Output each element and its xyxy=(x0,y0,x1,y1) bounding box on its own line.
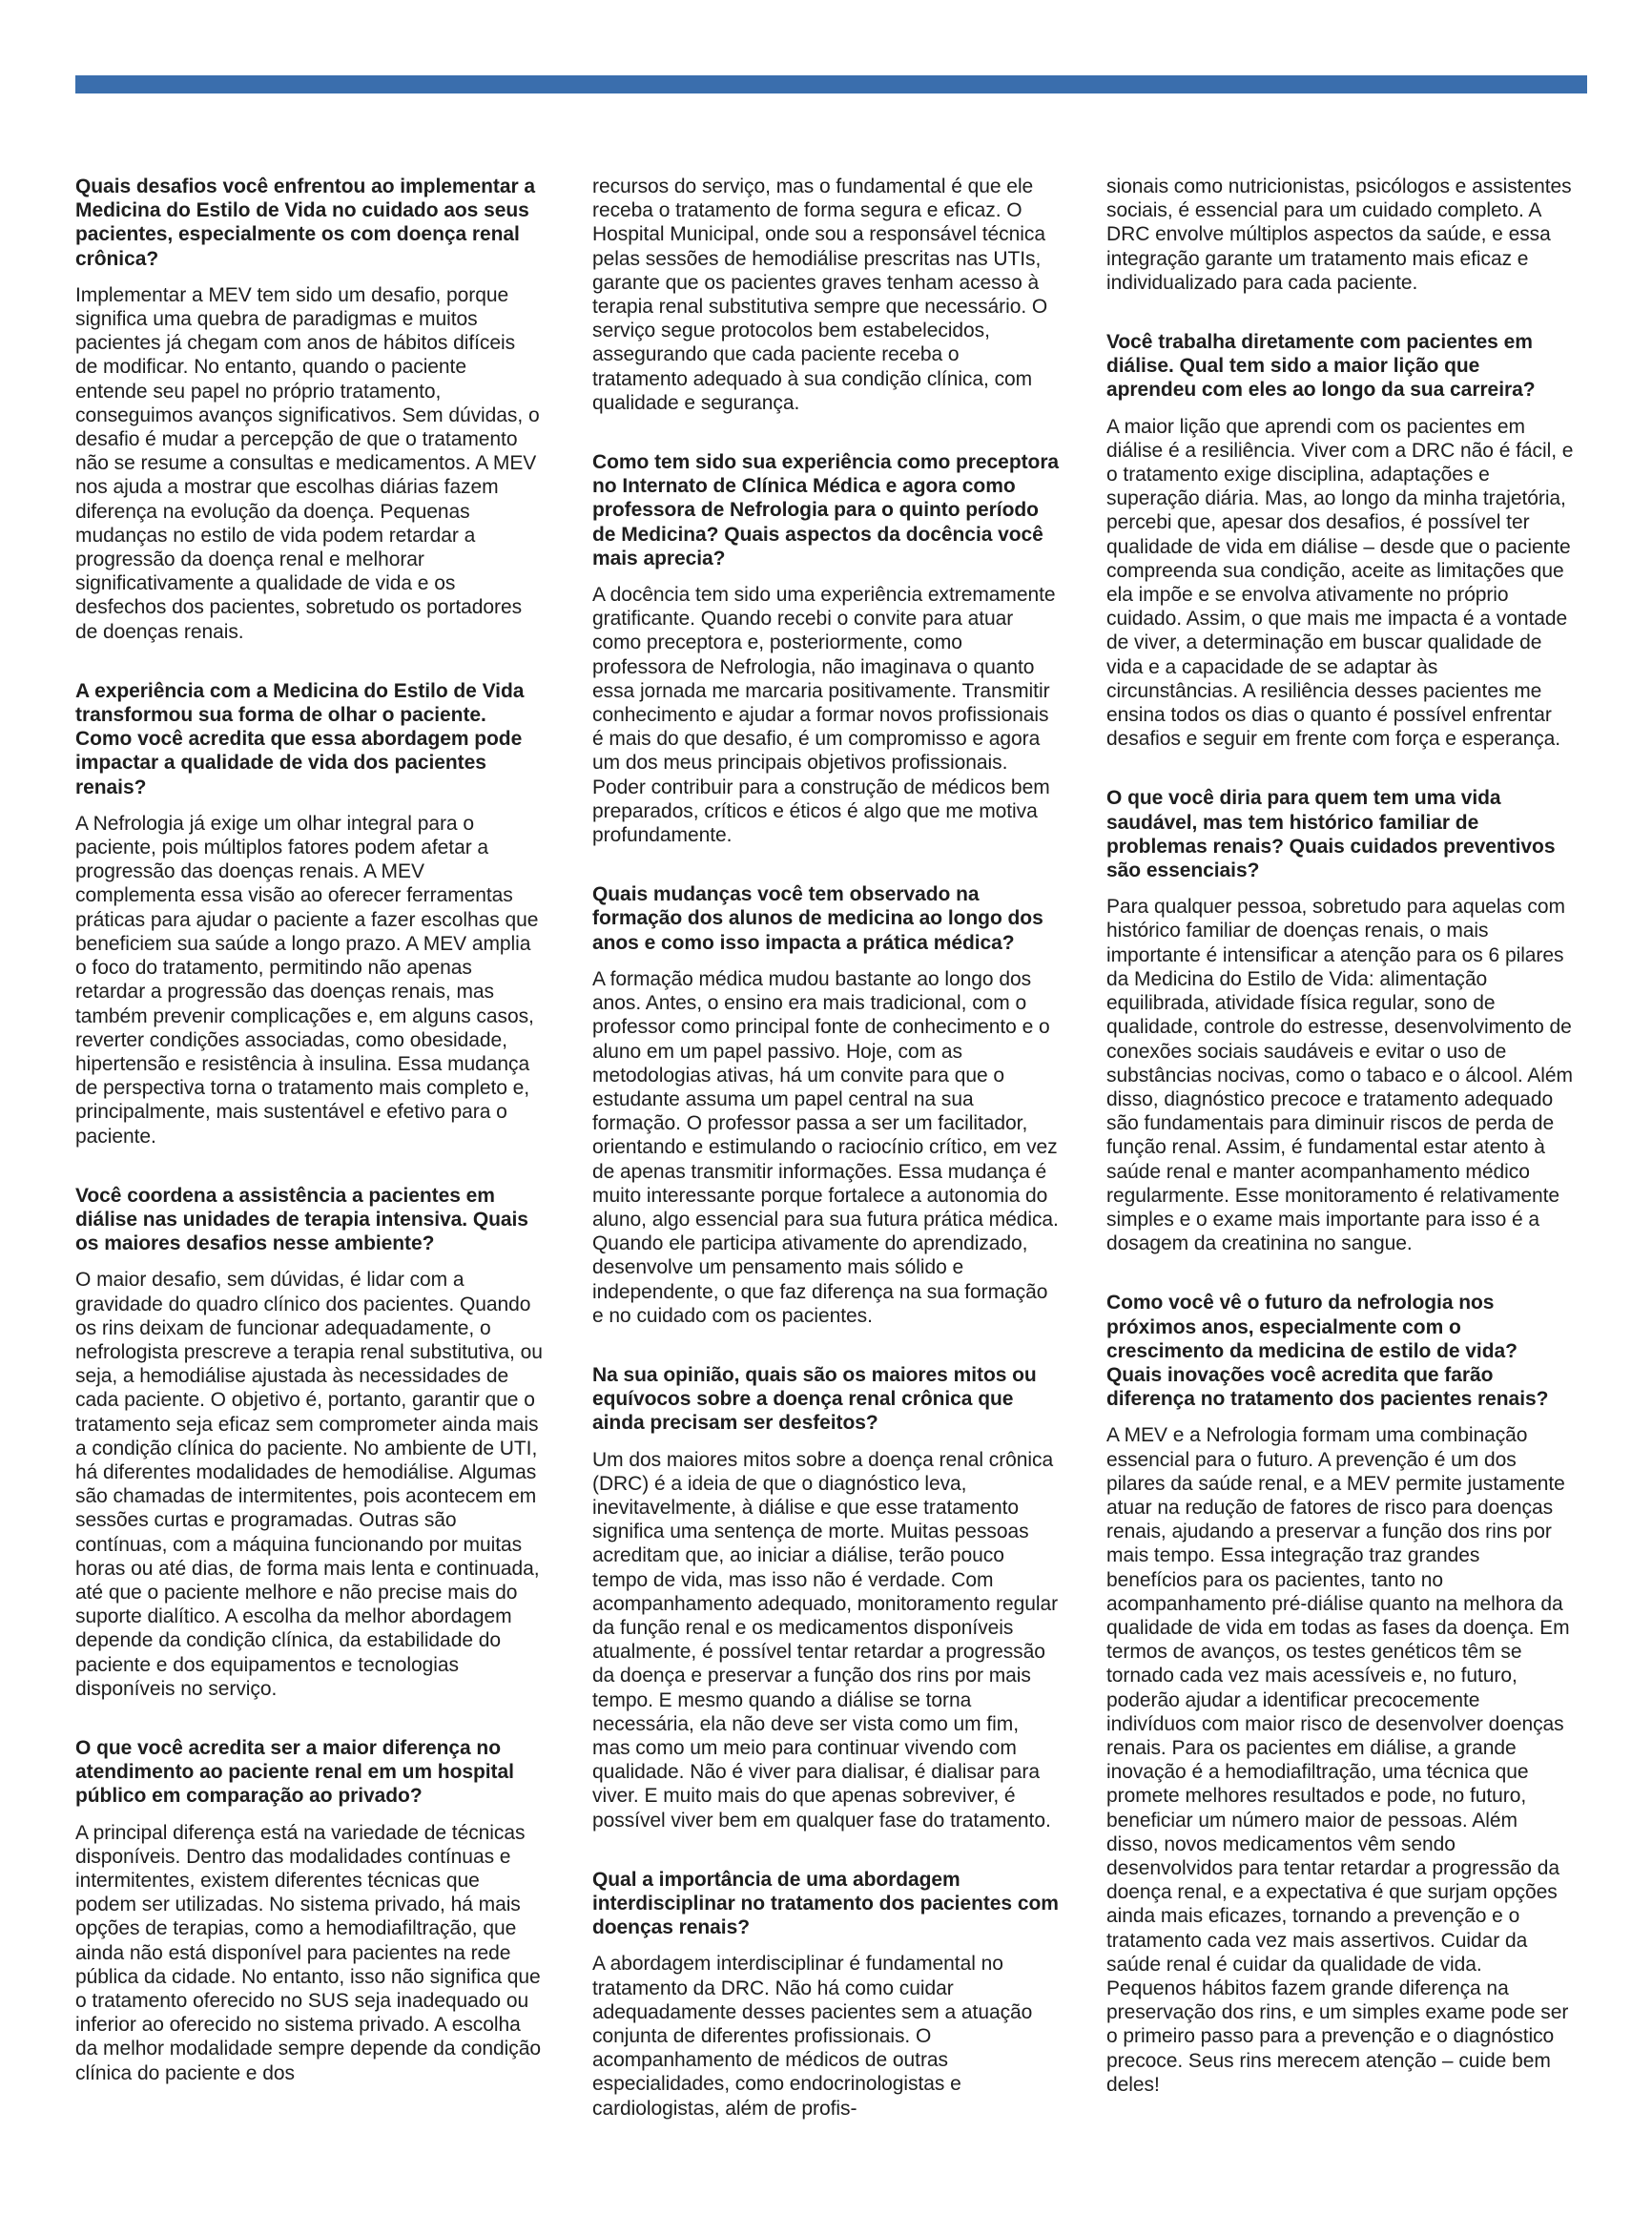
interview-answer: Implementar a MEV tem sido um desafio, porque significa uma quebra de paradigmas e muitos pacientes já chegam com anos de hábitos difíceis de modificar. No entanto, quando o paciente entende seu papel no próprio tratamento, conseguimos avanços significativos. Sem dúvidas, o desafio é mudar a percepção de que o tratamento não se resume a consultas e medicamentos. A MEV nos ajuda a mostrar que escolhas diárias fazem diferença na evolução da doença. Pequenas mudanças no estilo de vida podem retardar a progressão da doença renal e melhorar significativamente a qualidade de vida e os desfechos dos pacientes, sobretudo os portadores de doenças renais. xyxy=(75,283,540,643)
interview-question: O que você diria para quem tem uma vida saudável, mas tem histórico familiar de problemas renais? Quais cuidados preventivos são essenciais? xyxy=(1106,787,1556,882)
interview-answer: A maior lição que aprendi com os pacientes em diálise é a resiliência. Viver com a DRC não é fácil, e o tratamento exige disciplina, adaptações e superação diária. Mas, ao longo da minha trajetória, percebi que, apesar dos desafios, é possível ter qualidade de vida em diálise – desde que o paciente compreenda sua condição, aceite as limitações que ela impõe e se envolva ativamente no próprio cuidado. Assim, o que mais me impacta é a vontade de viver, a determinação em buscar qualidade de vida e a capacidade de se adaptar às circunstâncias. A resiliência desses pacientes me ensina todos os dias o quanto é possível enfrentar desafios e seguir em frente com força e esperança. xyxy=(1106,415,1574,751)
interview-answer: recursos do serviço, mas o fundamental é que ele receba o tratamento de forma segura e eficaz. O Hospital Municipal, onde sou a responsável técnica pelas sessões de hemodiálise prescritas nas UTIs, garante que os pacientes graves tenham acesso à terapia renal substitutiva sempre que necessário. O serviço segue protocolos bem estabelecidos, assegurando que cada paciente receba o tratamento adequado à sua condição clínica, com qualidade e segurança. xyxy=(592,176,1048,414)
interview-answer: A formação médica mudou bastante ao longo dos anos. Antes, o ensino era mais tradicional, com o professor como principal fonte de conhecimento e o aluno em um papel passivo. Hoje, com as metodologias ativas, há um convite para que o estudante assuma um papel central na sua formação. O professor passa a ser um facilitador, orientando e estimulando o raciocínio crítico, em vez de apenas transmitir informações. Essa mudança é muito interessante porque fortalece a autonomia do aluno, algo essencial para sua futura prática médica. Quando ele participa ativamente do aprendizado, desenvolve um pensamento mais sólido e independente, o que faz diferença na sua formação e no cuidado com os pacientes. xyxy=(592,967,1059,1327)
interview-answer: O maior desafio, sem dúvidas, é lidar com a gravidade do quadro clínico dos pacientes. Quando os rins deixam de funcionar adequadamente, o nefrologista prescreve a terapia renal substitutiva, ou seja, a hemodiálise ajustada às necessidades de cada paciente. O objetivo é, portanto, garantir que o tratamento seja eficaz sem comprometer ainda mais a condição clínica do paciente. No ambiente de UTI, há diferentes modalidades de hemodiálise. Algumas são chamadas de intermitentes, pois acontecem em sessões curtas e programadas. Outras são contínuas, com a máquina funcionando por muitas horas ou até dias, de forma mais lenta e continuada, até que o paciente melhore e não precise mais do suporte dialítico. A escolha da melhor abordagem depende da condição clínica, da estabilidade do paciente e dos equipamentos e tecnologias disponíveis no serviço. xyxy=(75,1269,543,1700)
column-2 xyxy=(592,175,1060,2121)
top-accent-bar xyxy=(75,75,1587,93)
interview-answer: A Nefrologia já exige um olhar integral para o paciente, pois múltiplos fatores podem afetar a progressão das doenças renais. A MEV complementa essa visão ao oferecer ferramentas práticas para ajudar o paciente a fazer escolhas que beneficiem sua saúde a longo prazo. A MEV amplia o foco do tratamento, permitindo não apenas retardar a progressão das doenças renais, mas também prevenir complicações e, em alguns casos, reverter condições associadas, como obesidade, hipertensão e resistência à insulina. Essa mudança de perspectiva torna o tratamento mais completo e, principalmente, mais sustentável e efetivo para o paciente. xyxy=(75,812,539,1148)
interview-answer: sionais como nutricionistas, psicólogos e assistentes sociais, é essencial para um cuidado completo. A DRC envolve múltiplos aspectos da saúde, e essa integração garante um tratamento mais eficaz e individualizado para cada paciente. xyxy=(1106,176,1572,294)
interview-question: O que você acredita ser a maior diferença no atendimento ao paciente renal em um hospital público em comparação ao privado? xyxy=(75,1736,514,1808)
column-1 xyxy=(75,175,543,2085)
interview-answer: A abordagem interdisciplinar é fundamental no tratamento da DRC. Não há como cuidar adequadamente desses pacientes sem a atuação conjunta de diferentes profissionais. O acompanhamento de médicos de outras especialidades, como endocrinologistas e cardiologistas, além de profis- xyxy=(592,1953,1033,2120)
interview-question: Você trabalha diretamente com pacientes em diálise. Qual tem sido a maior lição que aprendeu com eles ao longo da sua carreira? xyxy=(1106,331,1536,402)
interview-question: Quais desafios você enfrentou ao implementar a Medicina do Estilo de Vida no cuidado aos seus pacientes, especialmente os com doença renal crônica? xyxy=(75,176,536,270)
interview-question: A experiência com a Medicina do Estilo de Vida transformou sua forma de olhar o paciente. Como você acredita que essa abordagem pode impactar a qualidade de vida dos pacientes renais? xyxy=(75,679,525,798)
interview-answer: A docência tem sido uma experiência extremamente gratificante. Quando recebi o convite para atuar como preceptora e, posteriormente, como professora de Nefrologia, não imaginava o quanto essa jornada me marcaria positivamente. Transmitir conhecimento e ajudar a formar novos profissionais é mais do que desafio, é um compromisso e agora um dos meus principais objetivos profissionais. Poder contribuir para a construção de médicos bem preparados, críticos e éticos é algo que me motiva profundamente. xyxy=(592,584,1056,847)
interview-question: Quais mudanças você tem observado na formação dos alunos de medicina ao longo dos anos e como isso impacta a prática médica? xyxy=(592,883,1043,954)
interview-answer: Um dos maiores mitos sobre a doença renal crônica (DRC) é a ideia de que o diagnóstico leva, inevitavelmente, à diálise e que esse tratamento significa uma sentença de morte. Muitas pessoas acreditam que, ao iniciar a diálise, terão pouco tempo de vida, mas isso não é verdade. Com acompanhamento adequado, monitoramento regular da função renal e os medicamentos disponíveis atualmente, é possível tentar retardar a progressão da doença e preservar a função dos rins por mais tempo. E mesmo quando a diálise se torna necessária, ela não deve ser vista como um fim, mas como um meio para continuar vivendo com qualidade. Não é viver para dialisar, é dialisar para viver. E muito mais do que apenas sobreviver, é possível viver bem em qualquer fase do tratamento. xyxy=(592,1448,1059,1832)
interview-answer: Para qualquer pessoa, sobretudo para aquelas com histórico familiar de doenças renais, o mais importante é intensificar a atenção para os 6 pilares da Medicina do Estilo de Vida: alimentação equilibrada, atividade física regular, sono de qualidade, controle do estresse, desenvolvimento de conexões sociais saudáveis e evitar o uso de substâncias nocivas, como o tabaco e o álcool. Além disso, diagnóstico precoce e tratamento adequado são fundamentais para diminuir riscos de perda de função renal. Assim, é fundamental estar atento à saúde renal e manter acompanhamento médico regularmente. Esse monitoramento é relativamente simples e o exame mais importante para isso é a dosagem da creatinina no sangue. xyxy=(1106,896,1573,1255)
interview-question: Na sua opinião, quais são os maiores mitos ou equívocos sobre a doença renal crônica que ainda precisam ser desfeitos? xyxy=(592,1363,1037,1435)
interview-question: Como tem sido sua experiência como preceptora no Internato de Clínica Médica e agora como professora de Nefrologia para o quinto período de Medicina? Quais aspectos da docência você mais aprecia? xyxy=(592,451,1060,569)
interview-question: Qual a importância de uma abordagem interdisciplinar no tratamento dos pacientes com doenças renais? xyxy=(592,1868,1059,1939)
interview-question: Você coordena a assistência a pacientes em diálise nas unidades de terapia intensiva. Quais os maiores desafios nesse ambiente? xyxy=(75,1184,528,1255)
interview-question: Como você vê o futuro da nefrologia nos próximos anos, especialmente com o crescimento da medicina de estilo de vida? Quais inovações você acredita que farão diferença no tratamento dos pacientes renais? xyxy=(1106,1292,1549,1411)
interview-answer: A MEV e a Nefrologia formam uma combinação essencial para o futuro. A prevenção é um dos pilares da saúde renal, e a MEV permite justamente atuar na redução de fatores de risco para doenças renais, ajudando a preservar a função dos rins por mais tempo. Essa integração traz grandes benefícios para os pacientes, tanto no acompanhamento pré-diálise quanto na melhora da qualidade de vida em todas as fases da doença. Em termos de avanços, os testes genéticos têm se tornado cada vez mais acessíveis e, no futuro, poderão ajudar a identificar precocemente indivíduos com maior risco de desenvolver doenças renais. Para os pacientes em diálise, a grande inovação é a hemodiafiltração, uma técnica que promete melhores resultados e pode, no futuro, beneficiar um número maior de pessoas. Além disso, novos medicamentos vêm sendo desenvolvidos para tentar retardar a progressão da doença renal, e a expectativa é que surjam opções ainda mais eficazes, tornando a prevenção e o tratamento cada vez mais assertivos. Cuidar da saúde renal é cuidar da qualidade de vida. Pequenos hábitos fazem grande diferença na preservação dos rins, e um simples exame pode ser o primeiro passo para a prevenção e o diagnóstico precoce. Seus rins merecem atenção – cuide bem deles! xyxy=(1106,1424,1570,2096)
column-3 xyxy=(1106,175,1574,2097)
interview-answer: A principal diferença está na variedade de técnicas disponíveis. Dentro das modalidades contínuas e intermitentes, existem diferentes técnicas que podem ser utilizadas. No sistema privado, há mais opções de terapias, como a hemodiafiltração, que ainda não está disponível para pacientes na rede pública da cidade. No entanto, isso não significa que o tratamento oferecido no SUS seja inadequado ou inferior ao oferecido no sistema privado. A escolha da melhor modalidade sempre depende da condição clínica do paciente e dos xyxy=(75,1821,541,2084)
